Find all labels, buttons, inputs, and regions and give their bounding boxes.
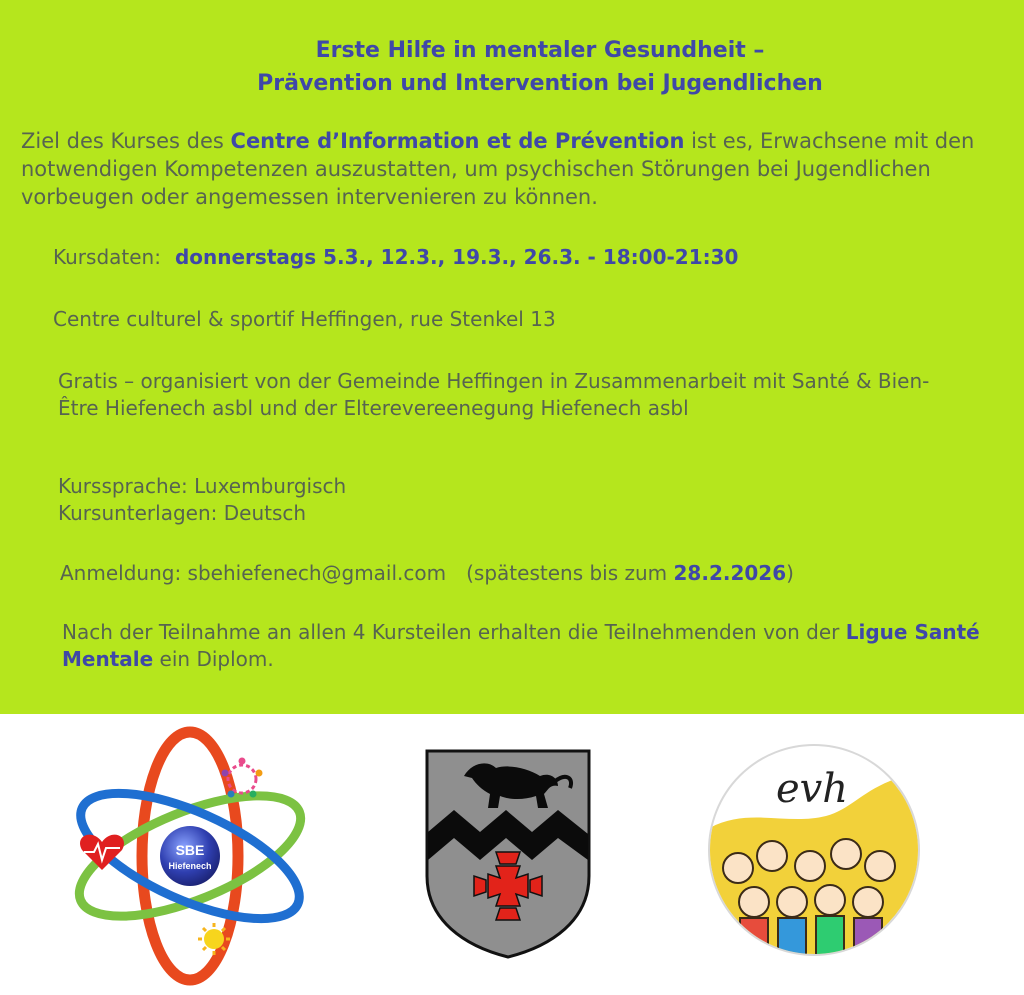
dates-label: Kursdaten:: [53, 245, 161, 269]
course-materials: Kursunterlagen: Deutsch: [58, 501, 307, 525]
organizer-note: Gratis – organisiert von der Gemeinde Heffingen in Zusammenarbeit mit Santé & Bien-Être Hiefenech asbl und der Elterevereenegung Hiefenech asbl: [58, 369, 930, 420]
course-language: Kurssprache: Luxemburgisch: [58, 474, 347, 498]
intro-org: Centre d’Information et de Prévention: [230, 129, 685, 153]
diploma-note: [62, 619, 1002, 673]
registration-line: [60, 560, 794, 587]
title-line-1: Erste Hilfe in mentaler Gesundheit –: [315, 38, 765, 63]
intro-text-end: ist es, Erwachsene mit den notwendigen Kompetenzen auszustatten, um psychischen Störungen bei Jugendlichen vorbeugen oder angemessen intervenieren zu können.: [21, 129, 975, 209]
heffingen-coat-of-arms: [424, 748, 592, 960]
logo-strip: [0, 714, 1024, 995]
intro-text-start: Ziel des Kurses des: [21, 129, 231, 153]
course-dates: [53, 244, 738, 271]
sbe-logo-subtext: Hiefenech: [168, 861, 212, 871]
title-line-2: Prävention und Intervention bei Jugendlichen: [257, 71, 823, 96]
sbe-logo: [70, 724, 310, 989]
evh-logo-text: evh: [776, 766, 849, 812]
course-venue: Centre culturel & sportif Heffingen, rue Stenkel 13: [53, 307, 556, 331]
dates-value: donnerstags 5.3., 12.3., 19.3., 26.3. - 18:00-21:30: [174, 245, 739, 269]
evh-logo: [706, 742, 922, 958]
sbe-logo-text: SBE: [175, 842, 205, 858]
deadline-date: 28.2.2026: [673, 561, 787, 585]
flyer-title: [150, 34, 930, 100]
diploma-text-end: ein Diplom.: [153, 647, 274, 671]
diploma-org: Ligue Santé Mentale: [62, 620, 980, 671]
diploma-text-start: Nach der Teilnahme an allen 4 Kursteilen erhalten die Teilnehmenden von der: [62, 620, 846, 644]
registration-email[interactable]: Anmeldung: sbehiefenech@gmail.com: [60, 561, 447, 585]
deadline-suffix: ): [786, 561, 794, 585]
intro-paragraph: [21, 127, 1011, 211]
language-info: [58, 473, 346, 527]
deadline-prefix: (spätestens bis zum: [466, 561, 674, 585]
